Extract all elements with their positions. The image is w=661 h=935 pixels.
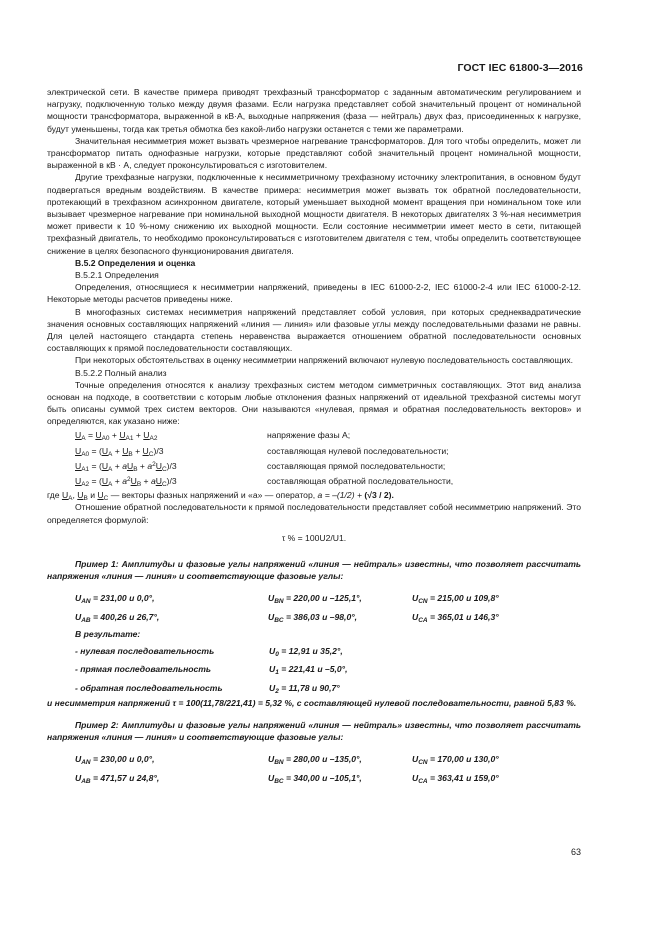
result-row: - нулевая последовательность $U_0 = 12,91$ и 35,2°, (75, 645, 343, 658)
paragraph: В многофазных системах несимметрия напряжений представляет собой условия, при которых среднеквадратические значения основных составляющих напряжений «линия — линия» или фазовые углы между последовательными фазами не равны. Для целей настоящего стандарта степень неравенства выражается отношением обратной последовательности основных составляющих к прямой последовательности составляющих. (47, 306, 581, 354)
equation-row (47, 443, 581, 458)
example-row: $U_{AN} = 230,00$ и 0,0°, $U_{BN} = 280,00$ и –135,0°, $U_{CN} = 170,00$ и 130,0° (75, 753, 499, 766)
example-1-conclusion: и несимметрия напряжений τ = 100(11,78/221,41) = 5,32 %, с составляющей нулевой последовательности, равной 5,83 %. (47, 697, 577, 708)
unbalance-formula: τ % = 100U2/U1. (281, 532, 347, 543)
equation-row (47, 474, 581, 489)
example-row: $U_{AN} = 231,00$ и 0,0°, $U_{BN} = 220,00$ и –125,1°, $U_{CN} = 215,00$ и 109,8° (75, 592, 499, 605)
equation-formula: $U_{A1} = (U_A + aU_B + a^2U_C)/3$ (75, 461, 177, 474)
section-heading-b52: В.5.2 Определения и оценка (75, 257, 196, 268)
section-heading-b521: В.5.2.1 Определения (75, 270, 159, 281)
paragraph: электрической сети. В качестве примера приводят трехфазный трансформатор с заданным автоматическим регулированием и нагрузку, подключенную только между двумя фазами. Если нагрузка представляет собой значительный процент от номинальной мощности трансформатора, выраженной в кВ·А, выходные напряжения (фаза — нейтраль) двух фаз, присоединенных к нагрузке, будут уменьшены, тогда как третья обмотка без какой-либо нагрузки останется с теми же параметрами. (47, 87, 581, 134)
example-row: $U_{AB} = 471,57$ и 24,8°, $U_{BC} = 340,00$ и –105,1°, $U_{CA} = 363,41$ и 159,0° (75, 772, 499, 785)
example-row: $U_{AB} = 400,26$ и 26,7°, $U_{BC} = 386,03$ и –98,0°, $U_{CA} = 365,01$ и 146,3° (75, 611, 499, 624)
equation-description: составляющая обратной последовательности, (267, 476, 454, 487)
formula-ratio: U2/U1. (319, 532, 347, 543)
result-row: - обратная последовательность $U_2 = 11,78$ и 90,7° (75, 682, 340, 695)
example-2-intro: Пример 2: Амплитуды и фазовые углы напряжений «линия — нейтраль» известны, что позволяет рассчитать напряжения «линия — линия» и соответствующие фазовые углы: (47, 720, 581, 743)
paragraph: Другие трехфазные нагрузки, подключенные к несимметричному трехфазному источнику электропитания, в основном будут подвергаться вредным воздействиям. В качестве примера: несимметрия может вызвать ток обратной последовательности, протекающий в трехфазном асинхронном двигателе, который уменьшает выходной момент вращения при номинальном токе или вызывает чрезмерное нагревание при номинальной выходной мощности двигателя. В некоторых двигателях 3 %-ная несимметрия может привести к 10 %-ному снижению их выходной мощности. Если состояние несимметрии имеет место в сети, питающей трехфазный двигатель, то необходимо проконсультироваться с изготовителем двигателя с тем, чтобы определить соответствующее снижение в целях безопасного функционирования двигателя. (47, 172, 581, 256)
paragraph: Значительная несимметрия может вызвать чрезмерное нагревание трансформаторов. Для того чтобы определить, может ли трансформатор питать однофазные нагрузки, которые представляют собой значительный процент номинальной мощности, выраженной в кВ · А, следует проконсультироваться с изготовителем. (47, 135, 581, 171)
example-1-intro: Пример 1: Амплитуды и фазовые углы напряжений «линия — нейтраль» известны, что позволяет рассчитать напряжения «линия — линия» и соответствующие фазовые углы: (47, 559, 581, 582)
equation-formula: $U_A = U_{A0} + U_{A1} + U_{A2}$ (75, 430, 158, 443)
result-label: В результате: (75, 628, 141, 639)
equation-row (47, 428, 581, 443)
where-line: где $U_A$, $U_B$ и $U_C$ — векторы фазных напряжений и «а» — оператор, a = –(1/2) + (√3 / 2). (47, 490, 394, 503)
equation-description: составляющая нулевой последовательности; (267, 445, 449, 456)
result-row: - прямая последовательность $U_1 = 221,41$ и –5,0°, (75, 664, 348, 677)
equation-description: составляющая прямой последовательности; (267, 461, 446, 472)
equation-description: напряжение фазы А; (267, 430, 351, 441)
paragraph: Определения, относящиеся к несимметрии напряжений, приведены в IEC 61000-2-2, IEC 61000-2-4 или IEC 61000-2-12. Некоторые методы расчетов приведены ниже. (47, 282, 581, 305)
paragraph: При некоторых обстоятельствах в оценку несимметрии напряжений включают нулевую последовательность составляющих. (75, 355, 574, 366)
equation-formula: $U_{A0} = (U_A + U_B + U_C)/3$ (75, 445, 164, 458)
document-body (47, 86, 581, 788)
equation-formula: $U_{A2} = (U_A + a^2U_B + aU_C)/3$ (75, 476, 177, 489)
paragraph: Точные определения относятся к анализу трехфазных систем методом симметричных составляющих. Этот вид анализа основан на подходе, в соответствии с которым любые отклонения фазных напряжений от идеальной трехфазной системы могут быть описаны суммой трех систем векторов. Они называются «нулевая, прямая и обратная последовательность векторов» и определяются, как указано ниже: (47, 379, 581, 427)
paragraph: Отношение обратной последовательности к прямой последовательности представляет собой несимметрию напряжений. Это определяется формулой: (47, 502, 581, 525)
equation-row (47, 458, 581, 473)
document-header: ГОСТ IEC 61800-3—2016 (457, 62, 583, 74)
section-heading-b522: В.5.2.2 Полный анализ (75, 367, 167, 378)
page-number: 63 (570, 847, 581, 857)
